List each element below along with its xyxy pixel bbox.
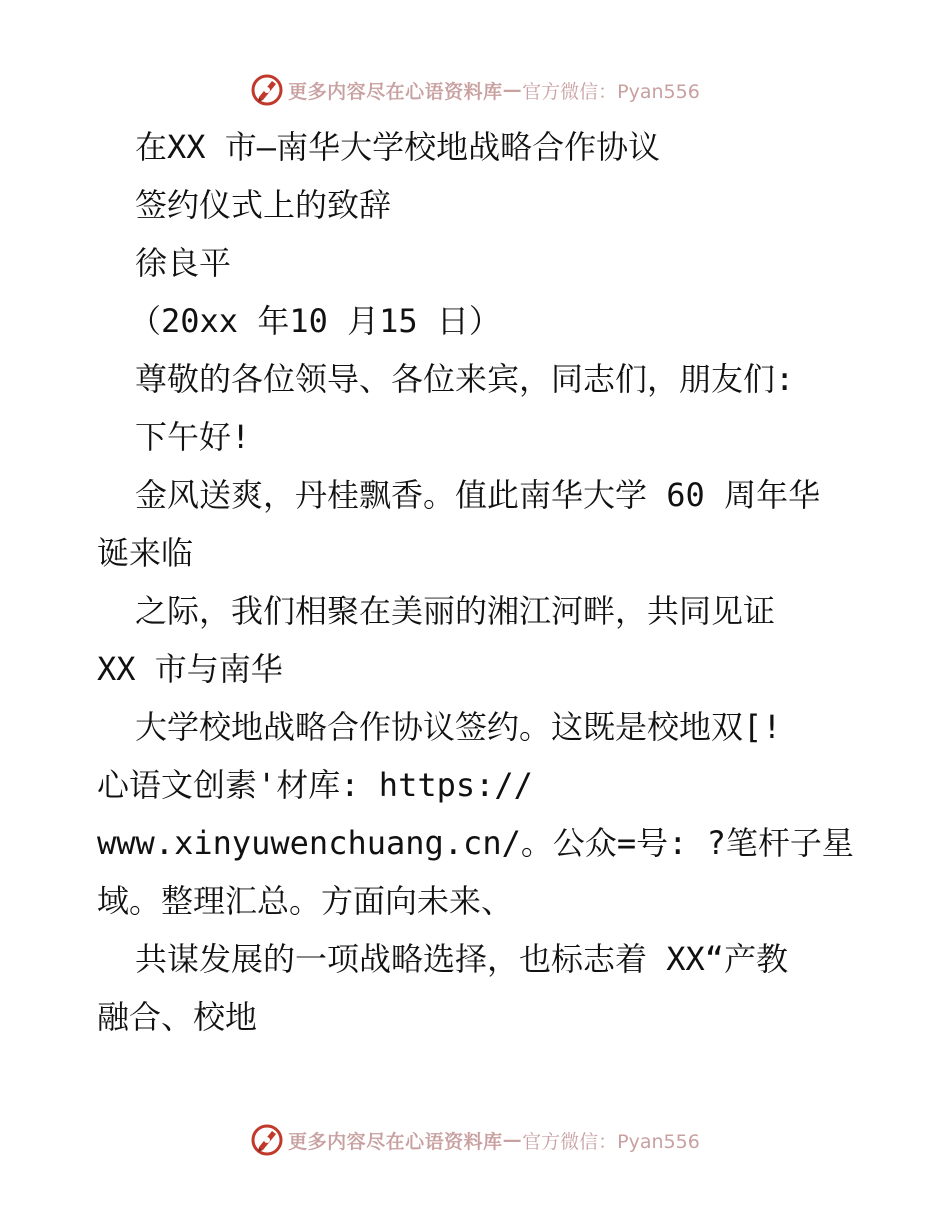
greeting-line: 下午好! xyxy=(135,418,251,456)
banner-dash: — xyxy=(502,79,523,101)
footer-watermark-banner xyxy=(0,1120,950,1160)
title-line-1: 在XX 市—南华大学校地战略合作协议 xyxy=(135,128,661,166)
banner-wechat-text: 官方微信：Pyan556 xyxy=(522,80,700,103)
paragraph-line: 融合、校地 xyxy=(97,998,258,1036)
pen-logo-icon xyxy=(250,1123,284,1157)
pen-logo-icon xyxy=(250,73,284,107)
date-line: （20xx 年10 月15 日） xyxy=(129,302,501,340)
author-line: 徐良平 xyxy=(135,244,232,282)
document-body xyxy=(97,118,857,1046)
banner-dash: — xyxy=(502,1129,523,1151)
banner-main-text: 更多内容尽在心语资料库 xyxy=(288,1130,503,1153)
paragraph-line: 诞来临 xyxy=(97,534,194,572)
paragraph-line: www.xinyuwenchuang.cn/。公众=号: ?笔杆子星 xyxy=(97,824,854,862)
banner-main-text: 更多内容尽在心语资料库 xyxy=(288,80,503,103)
banner-wechat-text: 官方微信：Pyan556 xyxy=(522,1130,700,1153)
paragraph-line: 大学校地战略合作协议签约。这既是校地双[! xyxy=(135,708,782,746)
paragraph-line: XX 市与南华 xyxy=(97,650,283,688)
paragraph-line: 域。整理汇总。方面向未来、 xyxy=(97,882,514,920)
paragraph-line: 之际，我们相聚在美丽的湘江河畔，共同见证 xyxy=(135,592,776,630)
paragraph-line: 心语文创素'材库: https:// xyxy=(97,766,533,804)
paragraph-line: 共谋发展的一项战略选择，也标志着 XX“产教 xyxy=(135,940,789,978)
title-line-2: 签约仪式上的致辞 xyxy=(135,186,392,224)
paragraph-line: 金风送爽，丹桂飘香。值此南华大学 60 周年华 xyxy=(135,476,821,514)
header-watermark-banner xyxy=(0,70,950,110)
salutation-line: 尊敬的各位领导、各位来宾，同志们，朋友们: xyxy=(135,360,795,398)
